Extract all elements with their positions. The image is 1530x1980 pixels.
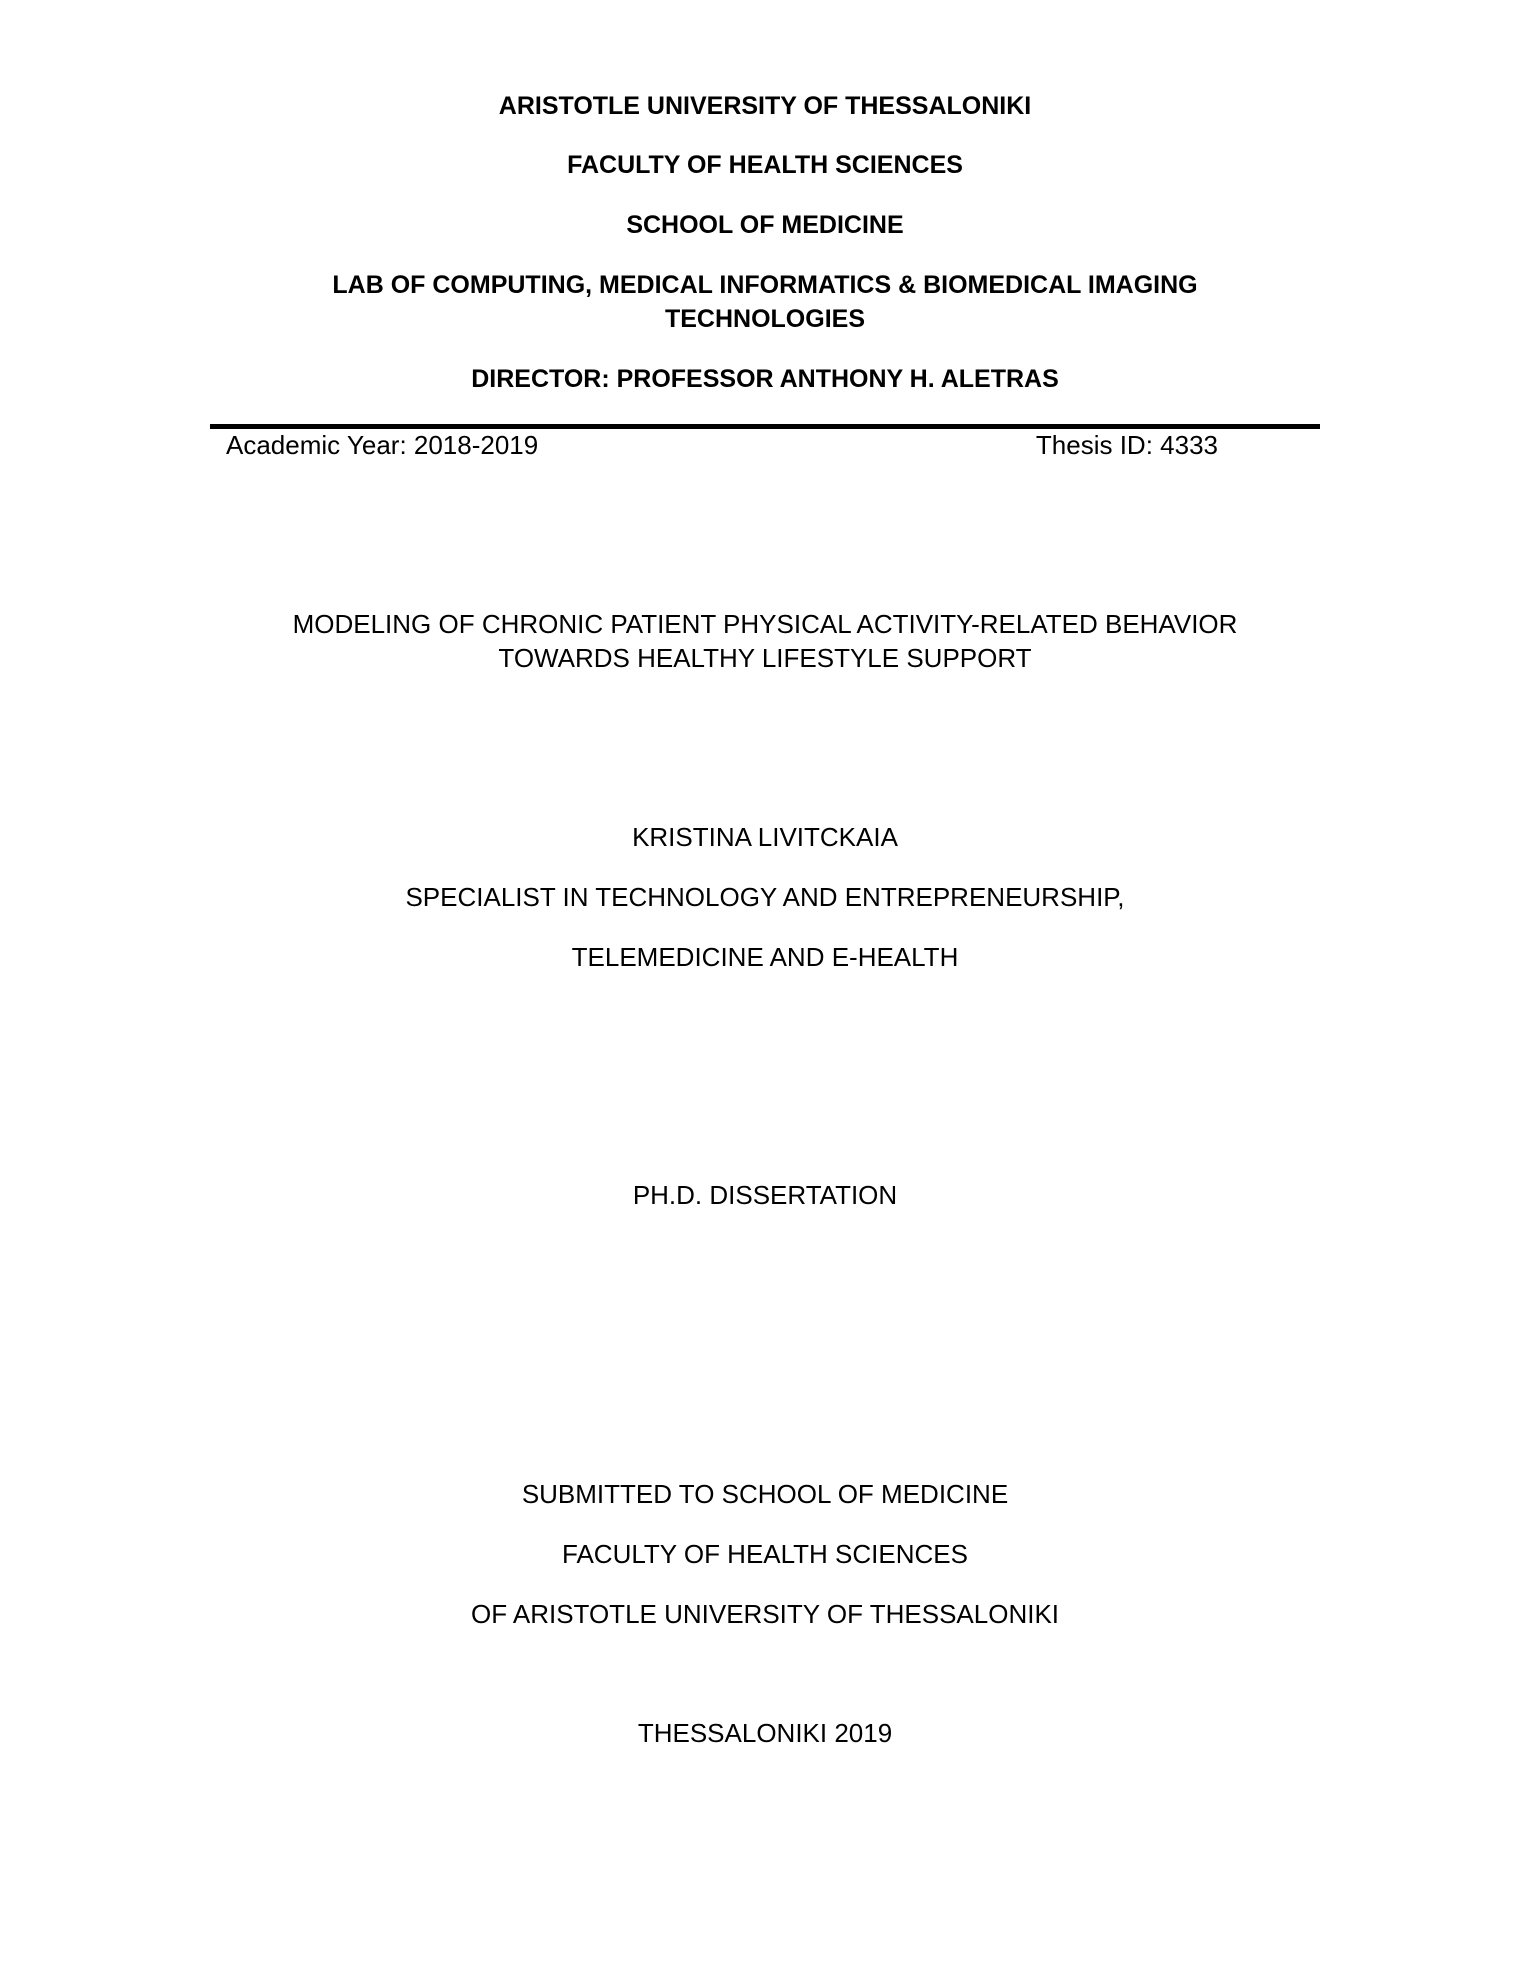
author-specialty-line1: SPECIALIST IN TECHNOLOGY AND ENTREPRENEURSHIP, [405, 882, 1125, 912]
academic-year: Academic Year: 2018-2019 [226, 430, 539, 460]
submission-line3: OF ARISTOTLE UNIVERSITY OF THESSALONIKI [470, 1599, 1060, 1629]
submission-line1: SUBMITTED TO SCHOOL OF MEDICINE [521, 1479, 1009, 1509]
author-specialty-line2: TELEMEDICINE AND E-HEALTH [571, 942, 959, 972]
document-type: PH.D. DISSERTATION [632, 1180, 898, 1210]
place-and-year: THESSALONIKI 2019 [637, 1718, 893, 1748]
submission-line2: FACULTY OF HEALTH SCIENCES [562, 1539, 968, 1569]
lab-name-line1: LAB OF COMPUTING, MEDICAL INFORMATICS & BIOMEDICAL IMAGING [332, 271, 1198, 299]
header-divider [210, 424, 1320, 429]
lab-name-line2: TECHNOLOGIES [664, 305, 865, 333]
thesis-title-line1: MODELING OF CHRONIC PATIENT PHYSICAL ACTIVITY-RELATED BEHAVIOR [292, 609, 1238, 639]
thesis-title-line2: TOWARDS HEALTHY LIFESTYLE SUPPORT [498, 643, 1032, 673]
university-name: ARISTOTLE UNIVERSITY OF THESSALONIKI [498, 92, 1032, 120]
thesis-id: Thesis ID: 4333 [1035, 430, 1218, 460]
school-name: SCHOOL OF MEDICINE [626, 211, 904, 239]
author-name: KRISTINA LIVITCKAIA [632, 822, 898, 852]
director-line: DIRECTOR: PROFESSOR ANTHONY H. ALETRAS [471, 365, 1059, 393]
faculty-name: FACULTY OF HEALTH SCIENCES [567, 151, 963, 179]
